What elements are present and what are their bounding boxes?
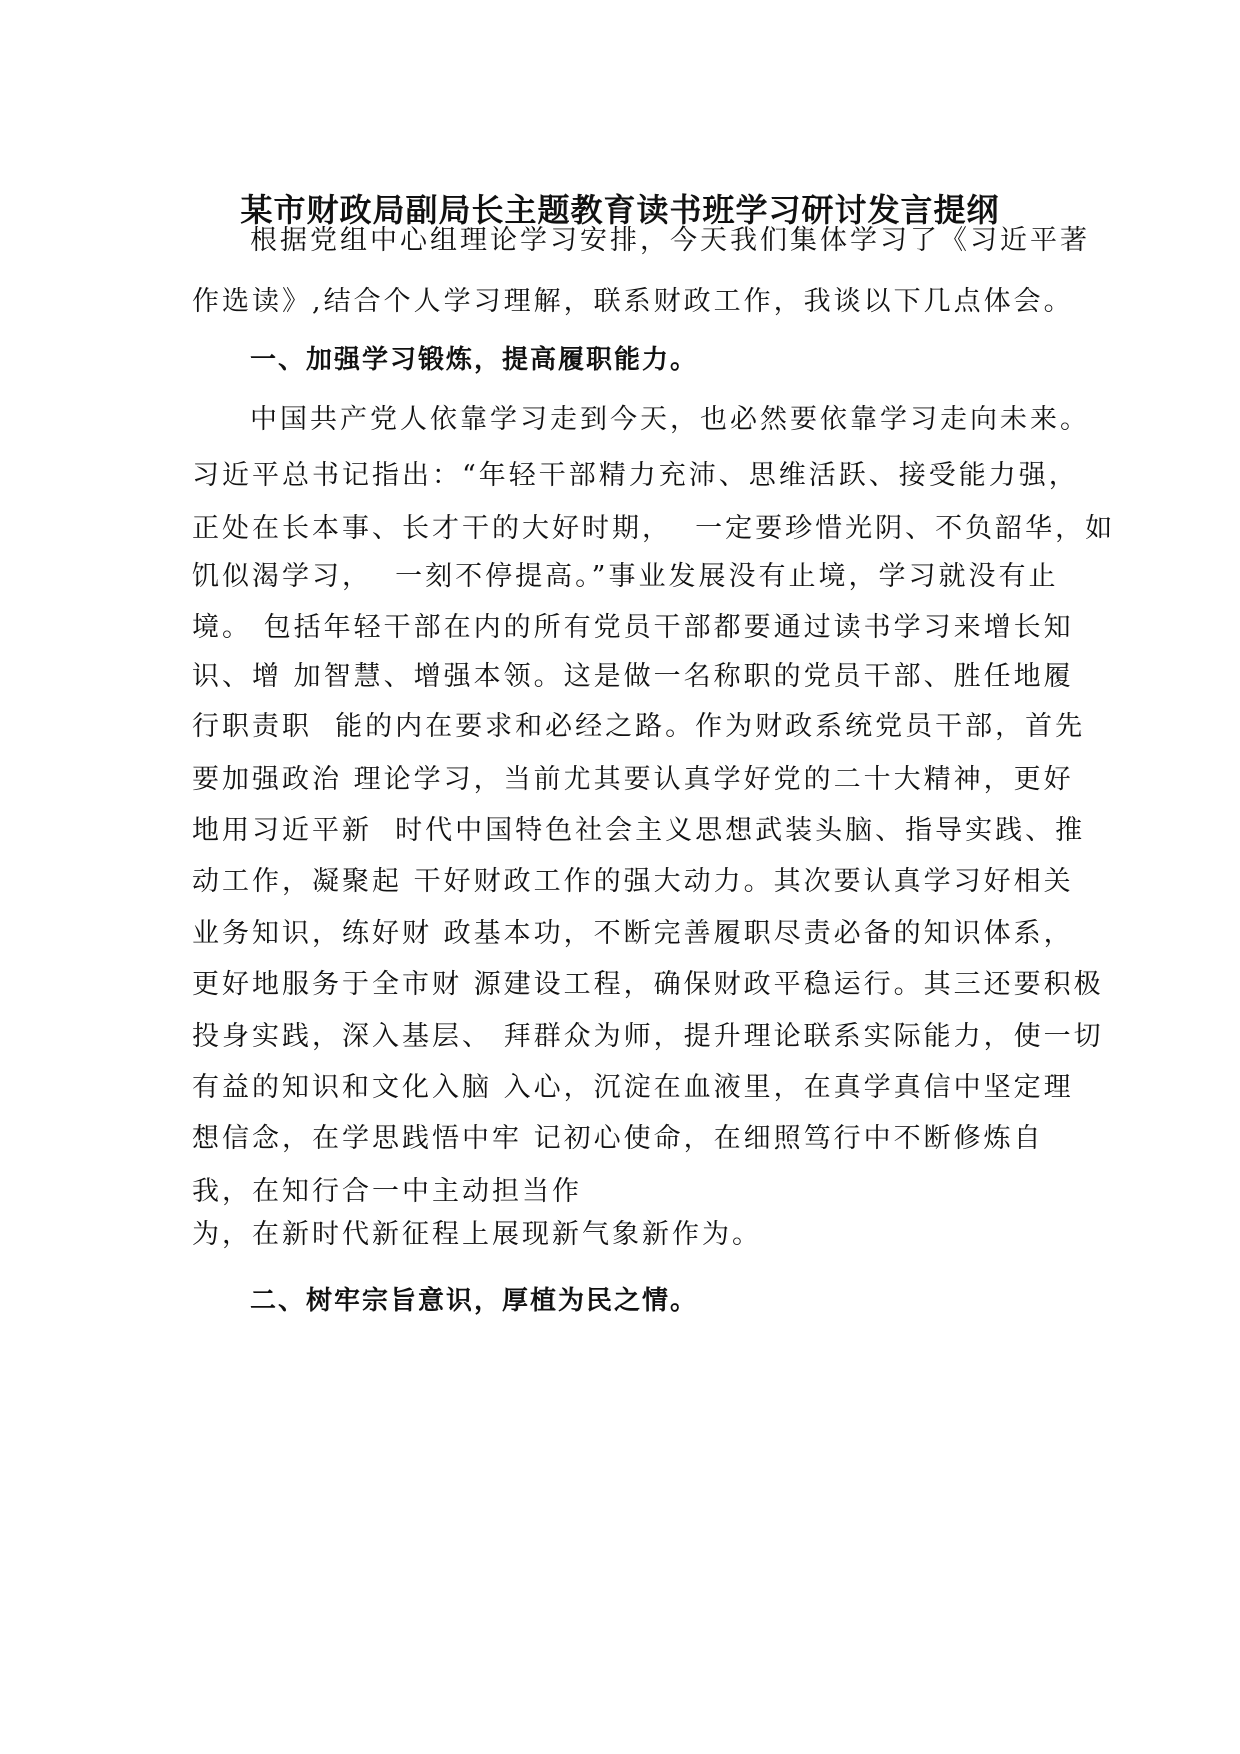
section-1-line: 习近平总书记指出：“年轻干部精力充沛、思维活跃、接受能力强， <box>192 460 1079 491</box>
section-1-line: 投身实践，深入基层、 拜群众为师，提升理论联系实际能力，使一切 <box>192 1021 1104 1052</box>
section-2-heading: 二、树牢宗旨意识，厚植为民之情。 <box>250 1286 699 1316</box>
section-1-line: 有益的知识和文化入脑 入心，沉淀在血液里，在真学真信中坚定理 <box>192 1072 1074 1103</box>
section-1-line: 中国共产党人依靠学习走到今天，也必然要依靠学习走向未来。 <box>250 404 1090 435</box>
document-title: 某市财政局副局长主题教育读书班学习研讨发言提纲 <box>240 191 1000 229</box>
section-1-line: 为，在新时代新征程上展现新气象新作为。 <box>192 1219 762 1250</box>
intro-line-2: 作选读》,结合个人学习理解，联系财政工作，我谈以下几点体会。 <box>192 286 1074 317</box>
section-1-line: 动工作，凝聚起 干好财政工作的强大动力。其次要认真学习好相关 <box>192 866 1074 897</box>
section-1-line: 识、增 加智慧、增强本领。这是做一名称职的党员干部、胜任地履 <box>192 661 1074 692</box>
section-1-line: 业务知识，练好财 政基本功，不断完善履职尽责必备的知识体系， <box>192 918 1074 949</box>
section-1-line: 境。 包括年轻干部在内的所有党员干部都要通过读书学习来增长知 <box>192 612 1074 643</box>
section-1-line: 我，在知行合一中主动担当作 <box>192 1176 582 1207</box>
section-1-line: 饥似渴学习， 一刻不停提高。”事业发展没有止境，学习就没有止 <box>192 561 1059 592</box>
section-1-line: 要加强政治 理论学习，当前尤其要认真学好党的二十大精神，更好 <box>192 764 1074 795</box>
section-1-line: 更好地服务于全市财 源建设工程，确保财政平稳运行。其三还要积极 <box>192 969 1104 1000</box>
section-1-line: 想信念，在学思践悟中牢 记初心使命，在细照笃行中不断修炼自 <box>192 1123 1044 1154</box>
section-1-line: 行职责职 能的内在要求和必经之路。作为财政系统党员干部，首先 <box>192 711 1086 742</box>
section-1-line: 正处在长本事、长才干的大好时期， 一定要珍惜光阴、不负韶华，如 <box>192 513 1116 544</box>
intro-line-1: 根据党组中心组理论学习安排，今天我们集体学习了《习近平著 <box>250 225 1090 256</box>
section-1-line: 地用习近平新 时代中国特色社会主义思想武装头脑、指导实践、推 <box>192 815 1086 846</box>
section-1-heading: 一、加强学习锻炼，提高履职能力。 <box>250 345 699 375</box>
